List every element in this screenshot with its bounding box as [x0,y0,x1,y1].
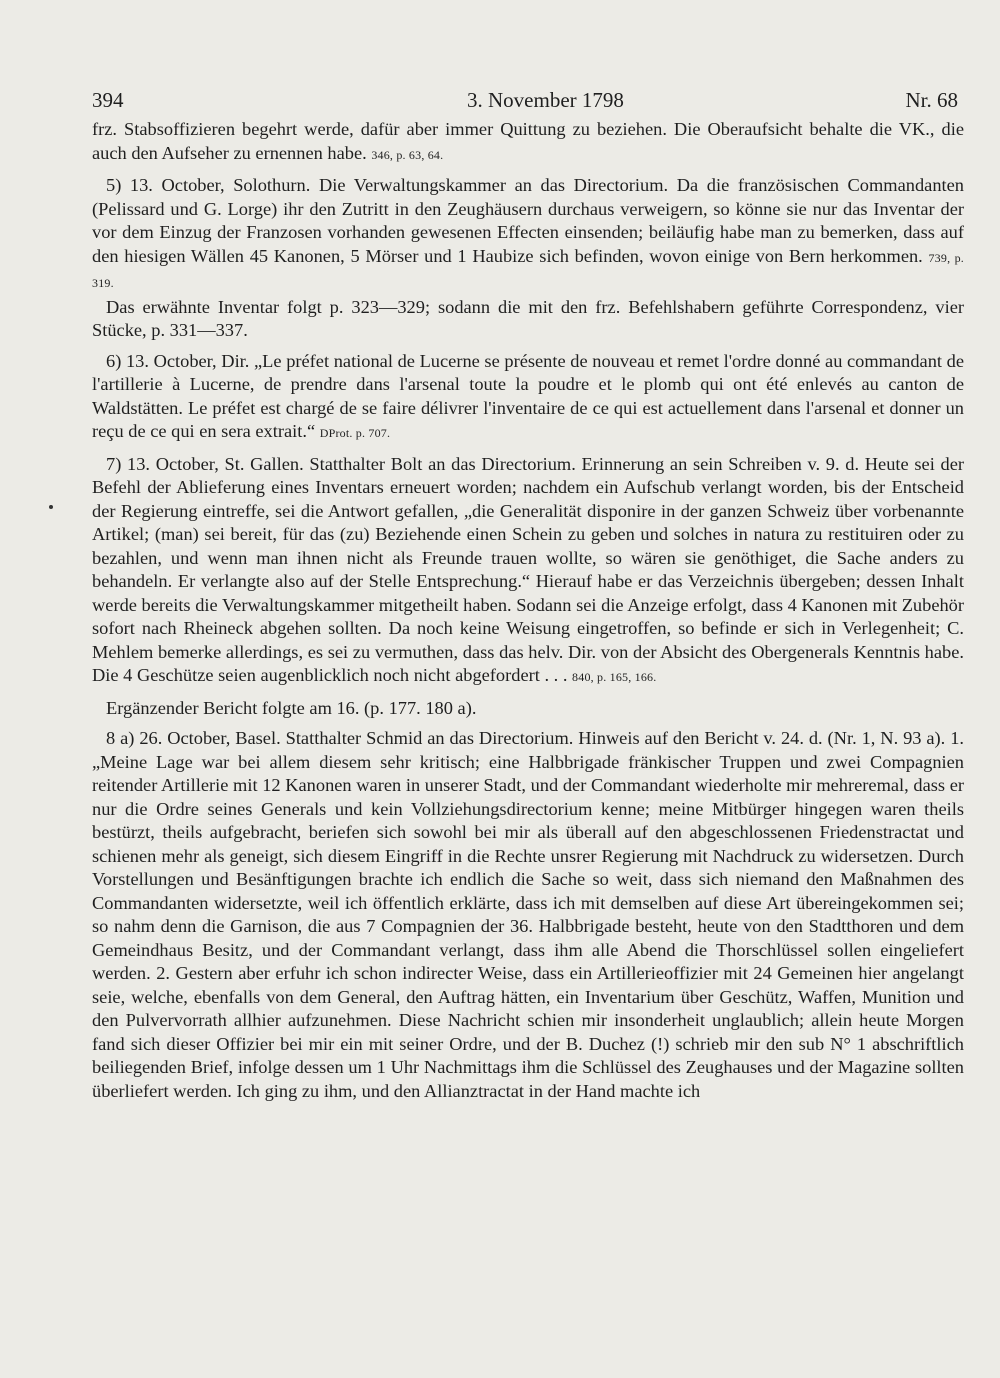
paragraph-text: frz. Stabsoffizieren begehrt werde, dafür aber immer Quittung zu beziehen. Die Oberaufsicht behalte die VK., die auch den Aufseher zu ernennen habe. [92,119,964,163]
paragraph-5 [92,453,964,690]
paragraph-text: 6) 13. October, Dir. „Le préfet national de Lucerne se présente de nouveau et remet l'ordre donné au commandant de l'artillerie à Lucerne, de prendre dans l'arsenal toute la poudre et le plomb qui ont été enlevés au canton de Waldstätten. Le préfet est chargé de se faire délivrer l'inventaire de ce qui est actuellement dans l'arsenal et donner un reçu de ce qui en sera extrait.“ [92,350,964,441]
page-body [92,118,964,1103]
paragraph-text: 8 a) 26. October, Basel. Statthalter Schmid an das Directorium. Hinweis auf den Bericht v. 24. d. (Nr. 1, N. 93 a). 1. „Meine Lage war bei allem diesem sehr kritisch; eine Halbbrigade fränkischer Truppen und zwei Compagnien reitender Artillerie mit 12 Kanonen waren in unserer Stadt, und der Commandant wiederholte mir mehreremal, dass er nur die Ordre seines Generals und kein Vollziehungsdirectorium kenne; meine Mitbürger hingegen waren theils bestürzt, theils aufgebracht, beriefen sich sowohl bei mir als überall auf den abgeschlossenen Friedenstractat und schienen mehr als geneigt, sich diesem Eingriff in die Rechte unsrer Regierung mit Nachdruck zu widersetzen. Durch Vorstellungen und Besänftigungen brachte ich endlich die Sache so weit, dass sich niemand den Maßnahmen des Commandanten widersetzte, weil ich öffentlich erklärte, dass ich mit demselben auf diese Art übereingekommen sei; so nahm denn die Garnison, die aus 7 Compagnien der 36. Halbbrigade besteht, heute von den Stadtthoren und dem Gemeindhaus Besitz, und der Commandant verlangt, dass ihm alle Abend die Thorschlüssel sollen eingeliefert werden. 2. Gestern aber erfuhr ich schon indirecter Weise, dass ein Artillerieoffizier mit 24 Gemeinen hier angelangt seie, welche, ebenfalls von dem General, den Auftrag hätten, ein Inventarium über Geschütz, Waffen, Munition und den Pulvervorrath allhier aufzunehmen. Diese Nachricht schien mir insonderheit unglaublich; allein heute Morgen fand sich dieser Offizier bei mir ein mit seiner Ordre, und der B. Duchez (!) schrieb mir den sub N° 1 abschriftlich beiliegenden Brief, infolge dessen um 1 Uhr Nachmittags ihm die Schlüssel des Zeughauses und der Magazine sollten überliefert werden. Ich ging zu ihm, und den Allianztractat in der Hand machte ich [92,728,964,1101]
paragraph-text: Ergänzender Bericht folgte am 16. (p. 177. 180 a). [106,697,477,718]
paragraph-text: Das erwähnte Inventar folgt p. 323—329; sodann die mit den frz. Befehlshabern geführte Correspondenz, vier Stücke, p. 331—337. [92,296,964,340]
paragraph-2 [92,174,964,296]
document-number: Nr. 68 [905,88,958,112]
archive-reference: 840, p. 165, 166. [572,670,657,684]
archive-reference: DProt. p. 707. [319,426,391,440]
margin-dot [49,505,53,509]
paragraph-text: 7) 13. October, St. Gallen. Statthalter Bolt an das Directorium. Erinnerung an sein Schreiben v. 9. d. Heute sei der Befehl der Ablieferung eines Inventars erneuert worden; nachdem ein Aufschub verlangt worden, bis der Entscheid der Regierung eintreffe, sei die Antwort gefallen, „die Generalität disponire in der ganzen Schweiz über vorbenannte Artikel; (man) sei bereit, für das (zu) Beziehende einen Schein zu geben und solches in natura zu restituiren oder zu bezahlen, und wenn man ihnen nicht als Freunde trauen wollte, so wären sie genöthiget, die Sache anders zu behandeln. Er verlangte also auf der Stelle Entsprechung.“ Hierauf habe er das Verzeichnis übergeben; dessen Inhalt werde bereits die Verwaltungskammer mitgetheilt haben. Sodann sei die Anzeige erfolgt, dass 4 Kanonen mit Zubehör sofort nach Rheineck abgehen sollten. Da noch keine Weisung eingetroffen, so befinde er sich in Verlegenheit; C. Mehlem bemerke allerdings, es sei zu vermuthen, dass das helv. Dir. von der Absicht des Obergenerals Kenntnis habe. Die 4 Geschütze seien augenblicklich noch nicht abgefordert . . . [92,453,964,685]
paragraph-text: 5) 13. October, Solothurn. Die Verwaltungskammer an das Directorium. Da die französischen Commandanten (Pelissard und G. Lorge) ihr den Zutritt in den Zeughäusern durchaus verweigern, so könne sie nur das Inventar der vor dem Einzug der Franzosen vorhanden gewesenen Effecten einsenden; beiläufig habe man zu bemerken, dass auf den hiesigen Wällen 45 Kanonen, 5 Mörser und 1 Haubize sich befinden, wovon einige von Bern herkommen. [92,175,964,266]
archive-reference: 739, p. 319. [92,250,964,290]
paragraph-3 [92,296,964,343]
paragraph-7 [92,727,964,1103]
paragraph-1 [92,118,964,167]
archive-reference: 346, p. 63, 64. [371,147,444,162]
page-number: 394 [92,88,124,112]
running-date: 3. November 1798 [467,88,624,112]
paragraph-4 [92,350,964,446]
paragraph-6 [92,697,964,721]
page-header [92,78,958,118]
